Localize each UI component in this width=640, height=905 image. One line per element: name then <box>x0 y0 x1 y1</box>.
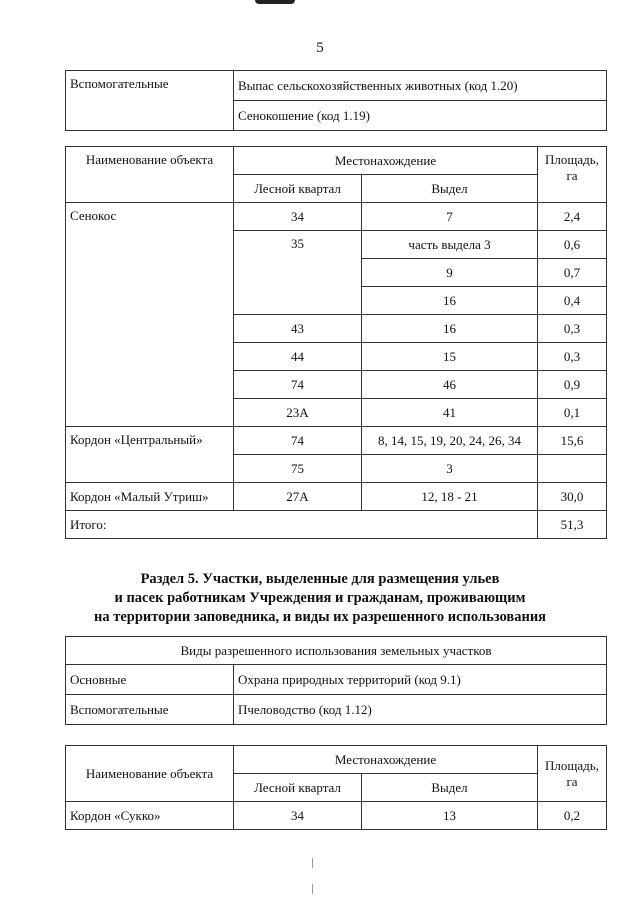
quarter-cell: 74 <box>234 371 362 399</box>
heading-line: на территории заповедника, и виды их разрешенного использования <box>93 609 547 625</box>
area-cell: 0,2 <box>538 802 607 830</box>
total-value: 51,3 <box>538 511 607 539</box>
quarter-cell: 27А <box>234 483 362 511</box>
area-cell: 0,3 <box>538 315 607 343</box>
object-name: Сенокос <box>66 203 234 427</box>
section-cell: 16 <box>362 287 538 315</box>
quarter-cell: 75 <box>234 455 362 483</box>
section-cell: 7 <box>362 203 538 231</box>
header-quarter: Лесной квартал <box>234 175 362 203</box>
heading-line: и пасек работникам Учреждения и гражданам, проживающим <box>114 590 526 606</box>
area-cell: 0,9 <box>538 371 607 399</box>
section-cell: 15 <box>362 343 538 371</box>
total-row <box>66 511 607 539</box>
table-row <box>66 802 607 830</box>
area-cell: 0,3 <box>538 343 607 371</box>
page-number: 5 <box>316 40 324 56</box>
uses-label: Вспомогательные <box>66 71 234 131</box>
table-row <box>66 483 607 511</box>
object-name: Кордон «Сукко» <box>66 802 234 830</box>
scan-tick <box>312 884 313 894</box>
uses-value: Пчеловодство (код 1.12) <box>234 695 607 725</box>
section-cell: часть выдела 3 <box>362 231 538 259</box>
area-cell: 0,1 <box>538 399 607 427</box>
table-row <box>66 203 607 231</box>
section-cell: 13 <box>362 802 538 830</box>
header-name: Наименование объекта <box>66 147 234 203</box>
header-name: Наименование объекта <box>66 746 234 802</box>
area-cell: 30,0 <box>538 483 607 511</box>
area-cell: 2,4 <box>538 203 607 231</box>
quarter-cell: 44 <box>234 343 362 371</box>
scan-mark <box>255 0 295 4</box>
quarter-cell: 23А <box>234 399 362 427</box>
section-cell: 46 <box>362 371 538 399</box>
uses-title: Виды разрешенного использования земельных участков <box>66 637 607 665</box>
uses-value: Сенокошение (код 1.19) <box>234 101 607 131</box>
header-location: Местонахождение <box>234 147 538 175</box>
quarter-cell: 74 <box>234 427 362 455</box>
header-location: Местонахождение <box>234 746 538 774</box>
area-cell: 15,6 <box>538 427 607 455</box>
area-cell: 0,6 <box>538 231 607 259</box>
table-row <box>66 427 607 455</box>
header-section: Выдел <box>362 774 538 802</box>
objects-table <box>65 146 607 539</box>
total-label: Итого: <box>66 511 538 539</box>
area-cell <box>538 455 607 483</box>
object-name: Кордон «Малый Утриш» <box>66 483 234 511</box>
header-quarter: Лесной квартал <box>234 774 362 802</box>
permitted-uses-table <box>65 70 607 131</box>
section-5-objects-table <box>65 745 607 830</box>
area-cell: 0,7 <box>538 259 607 287</box>
scan-tick <box>312 858 313 868</box>
area-cell: 0,4 <box>538 287 607 315</box>
section-cell: 3 <box>362 455 538 483</box>
quarter-cell: 43 <box>234 315 362 343</box>
header-area: Площадь, га <box>538 746 607 802</box>
header-area: Площадь, га <box>538 147 607 203</box>
quarter-cell: 34 <box>234 802 362 830</box>
section-cell: 8, 14, 15, 19, 20, 24, 26, 34 <box>362 427 538 455</box>
header-section: Выдел <box>362 175 538 203</box>
object-name: Кордон «Центральный» <box>66 427 234 483</box>
uses-label: Вспомогательные <box>66 695 234 725</box>
heading-line: Раздел 5. Участки, выделенные для размещения ульев <box>140 571 500 587</box>
section-5-uses-table <box>65 636 607 725</box>
section-cell: 41 <box>362 399 538 427</box>
section-cell: 9 <box>362 259 538 287</box>
uses-value: Выпас сельскохозяйственных животных (код 1.20) <box>234 71 607 101</box>
uses-value: Охрана природных территорий (код 9.1) <box>234 665 607 695</box>
section-5-heading <box>0 570 640 627</box>
uses-label: Основные <box>66 665 234 695</box>
quarter-cell: 34 <box>234 203 362 231</box>
quarter-cell: 35 <box>234 231 362 315</box>
section-cell: 12, 18 - 21 <box>362 483 538 511</box>
section-cell: 16 <box>362 315 538 343</box>
